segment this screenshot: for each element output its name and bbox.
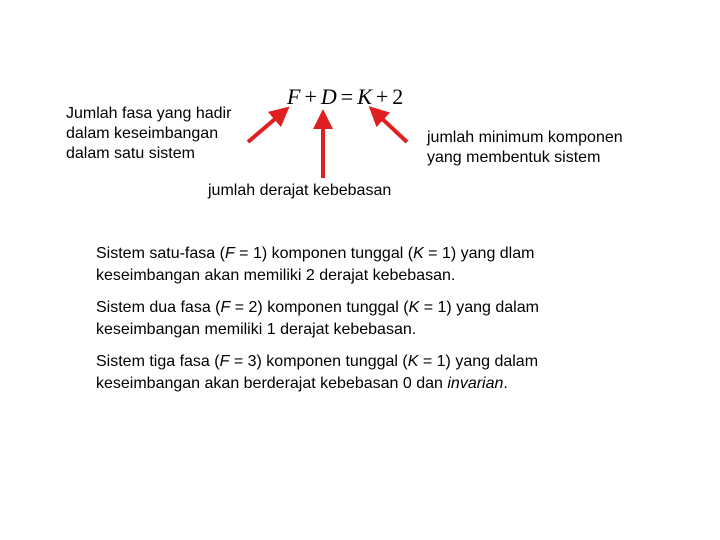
label-jumlah-fasa-line-1: Jumlah fasa yang hadir bbox=[66, 105, 232, 122]
p2-var-k: K bbox=[408, 299, 420, 316]
arrow-to-f-icon bbox=[248, 113, 282, 142]
formula-k: K bbox=[357, 84, 372, 109]
p3-var-k: K bbox=[407, 353, 419, 370]
formula-two: 2 bbox=[392, 84, 404, 109]
label-jumlah-fasa-line-2: dalam keseimbangan bbox=[66, 125, 219, 142]
paragraph-tiga-fasa bbox=[96, 351, 656, 395]
formula-equals: = bbox=[340, 84, 354, 109]
paragraph-dua-fasa bbox=[96, 297, 656, 341]
p2-text-b: = 2) komponen tunggal ( bbox=[230, 299, 409, 316]
p3-text-c: = 1) yang dalam bbox=[418, 353, 539, 370]
p1-text-c: = 1) yang dlam bbox=[423, 245, 535, 262]
label-jumlah-komponen-line-1: jumlah minimum komponen bbox=[427, 129, 623, 146]
p3-text-a: Sistem tiga fasa ( bbox=[96, 353, 220, 370]
p1-text-b: = 1) komponen tunggal ( bbox=[234, 245, 414, 262]
paragraph-satu-fasa bbox=[96, 243, 656, 287]
paragraph-tiga-fasa-line-2 bbox=[96, 373, 656, 395]
p3-text-line2a: keseimbangan akan berderajat kebebasan 0 dan bbox=[96, 375, 448, 392]
label-jumlah-fasa-line-3: dalam satu sistem bbox=[66, 145, 195, 162]
p1-var-k: K bbox=[413, 245, 424, 262]
paragraph-dua-fasa-line-2: keseimbangan memiliki 1 derajat kebebasan. bbox=[96, 321, 417, 338]
formula-plus-2: + bbox=[375, 84, 389, 109]
p2-var-f: F bbox=[220, 299, 231, 316]
p2-text-a: Sistem dua fasa ( bbox=[96, 299, 221, 316]
paragraph-satu-fasa-line-2: keseimbangan akan memiliki 2 derajat kebebasan. bbox=[96, 267, 456, 284]
label-jumlah-komponen-line-2: yang membentuk sistem bbox=[427, 149, 601, 166]
label-jumlah-derajat: jumlah derajat kebebasan bbox=[208, 182, 392, 199]
paragraph-dua-fasa-line-1 bbox=[96, 297, 656, 319]
p1-text-a: Sistem satu-fasa ( bbox=[96, 245, 225, 262]
p3-invarian: invarian bbox=[447, 375, 504, 392]
paragraph-satu-fasa-line-1 bbox=[96, 243, 656, 265]
p3-text-line2b: . bbox=[503, 375, 508, 392]
formula-d: D bbox=[320, 84, 337, 109]
arrow-to-k-icon bbox=[376, 113, 407, 142]
p3-var-f: F bbox=[219, 353, 230, 370]
p2-text-c: = 1) yang dalam bbox=[419, 299, 539, 316]
formula-f: F bbox=[287, 84, 301, 109]
formula-plus: + bbox=[304, 84, 317, 109]
paragraph-tiga-fasa-line-1 bbox=[96, 351, 656, 373]
p3-text-b: = 3) komponen tunggal ( bbox=[229, 353, 408, 370]
p1-var-f: F bbox=[224, 245, 235, 262]
